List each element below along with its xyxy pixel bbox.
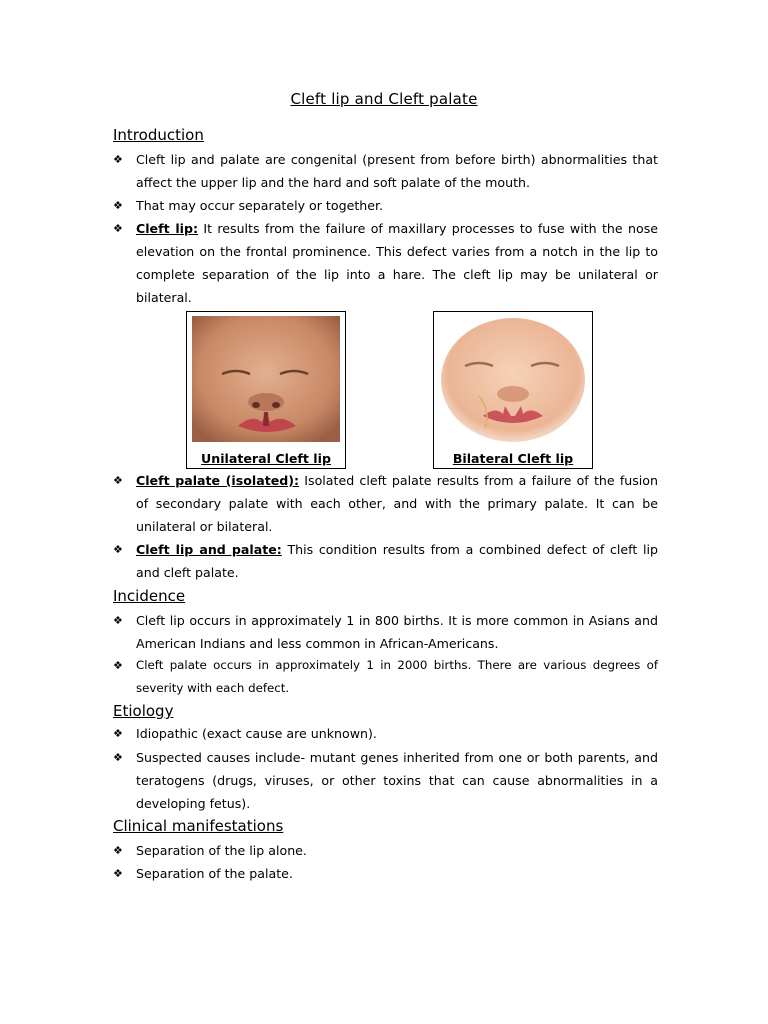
document-title: Cleft lip and Cleft palate	[290, 90, 478, 108]
bullet-diamond-icon: ❖	[113, 199, 123, 212]
figure-bilateral-cleft-lip	[433, 311, 593, 469]
definition-cleft-lip-and-palate: This condition results from a combined defect of cleft lip and cleft palate.	[136, 542, 658, 580]
list-item	[113, 538, 658, 584]
bullet-diamond-icon: ❖	[113, 867, 123, 880]
heading-introduction: Introduction	[113, 126, 204, 144]
bullet-diamond-icon: ❖	[113, 222, 123, 235]
list-item	[113, 839, 658, 862]
list-item	[113, 148, 658, 194]
list-item-text: Cleft lip and palate are congenital (present from before birth) abnormalities that affect the upper lip and the hard and soft palate of the mouth.	[136, 152, 658, 190]
list-item-text	[136, 469, 658, 538]
definition-cleft-lip: It results from the failure of maxillary processes to fuse with the nose elevation on the frontal prominence. This defect varies from a notch in the lip to complete separation of the lip into a hare. The cleft lip may be unilateral or bilateral.	[136, 221, 658, 305]
list-item	[113, 469, 658, 538]
infant-face-photo-icon	[192, 316, 340, 442]
list-item-text: Separation of the lip alone.	[136, 843, 307, 858]
term-cleft-lip: Cleft lip:	[136, 221, 199, 236]
list-item-text: That may occur separately or together.	[136, 198, 384, 213]
infant-face-photo-icon	[439, 316, 587, 442]
list-item	[113, 217, 658, 309]
figure-unilateral-cleft-lip	[186, 311, 346, 469]
bullet-diamond-icon: ❖	[113, 543, 123, 556]
bullet-diamond-icon: ❖	[113, 751, 123, 764]
definition-cleft-palate: Isolated cleft palate results from a failure of the fusion of secondary palate with each other, and with the primary palate. It can be unilateral or bilateral.	[136, 473, 658, 534]
list-item-text: Idiopathic (exact cause are unknown).	[136, 726, 377, 741]
bullet-diamond-icon: ❖	[113, 844, 123, 857]
figure-caption: Bilateral Cleft lip	[452, 451, 574, 466]
list-item	[113, 654, 658, 700]
bullet-diamond-icon: ❖	[113, 727, 123, 740]
list-item-text: Separation of the palate.	[136, 866, 293, 881]
term-cleft-palate: Cleft palate (isolated):	[136, 473, 300, 488]
bullet-diamond-icon: ❖	[113, 659, 123, 672]
list-item	[113, 194, 658, 217]
list-item	[113, 746, 658, 815]
bullet-diamond-icon: ❖	[113, 153, 123, 166]
list-item	[113, 609, 658, 655]
bullet-diamond-icon: ❖	[113, 474, 123, 487]
term-cleft-lip-and-palate: Cleft lip and palate:	[136, 542, 282, 557]
figure-caption: Unilateral Cleft lip	[201, 451, 331, 466]
list-item	[113, 862, 658, 885]
list-item-text	[136, 538, 658, 584]
list-item-text	[136, 217, 658, 309]
list-item-text: Cleft palate occurs in approximately 1 in 2000 births. There are various degrees of severity with each defect.	[136, 658, 658, 695]
list-item-text: Suspected causes include- mutant genes inherited from one or both parents, and teratogens (drugs, viruses, or other toxins that can cause abnormalities in a developing fetus).	[136, 750, 658, 811]
heading-clinical-manifestations: Clinical manifestations	[113, 817, 284, 835]
list-item-text: Cleft lip occurs in approximately 1 in 800 births. It is more common in Asians and American Indians and less common in African-Americans.	[136, 613, 658, 651]
list-item	[113, 722, 658, 745]
heading-incidence: Incidence	[113, 587, 186, 605]
heading-etiology: Etiology	[113, 702, 174, 720]
bullet-diamond-icon: ❖	[113, 614, 123, 627]
